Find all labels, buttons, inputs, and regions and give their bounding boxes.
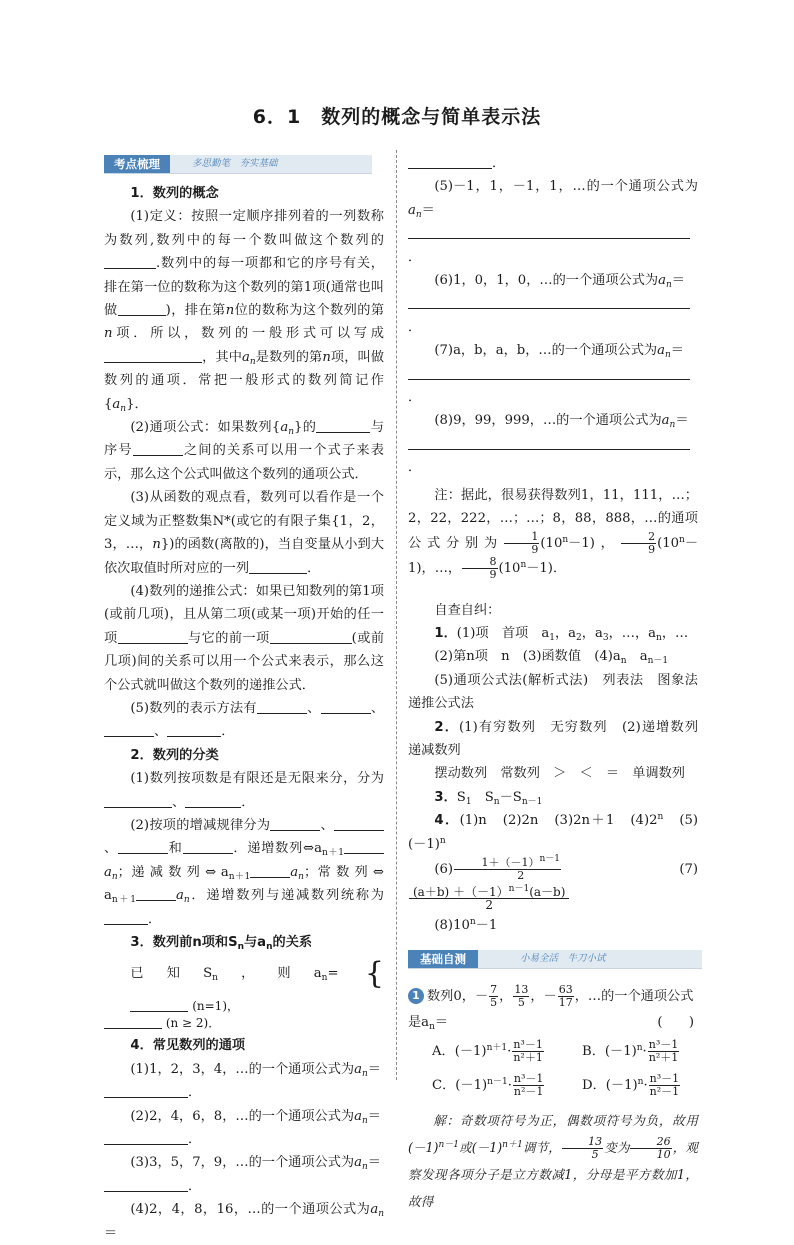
paragraph-sn-an: 已知$S_n$，则$a_n=$ { (n=1)， (n ≥ 2)． (104, 954, 384, 1034)
brace: { (364, 955, 384, 991)
page-title: 6．1 数列的概念与简单表示法 (252, 106, 542, 128)
blank (104, 910, 148, 925)
blank (344, 839, 384, 854)
paragraph-general-term: (2)通项公式：如果数列$\{a_n\}$的 与序号 之间的关系可以用一个式子来表示，那么这个公式叫做这个数列的通项公式． (104, 420, 385, 482)
option-d[interactable]: D．$(-1)^n\cdot$ $\frac{\text{n³－1}}{\text{n²－1}}$ (582, 1071, 680, 1098)
answer-3: 3．$S_1$ $S_n-S_{n-1}$ (434, 789, 543, 807)
solution-paragraph: 解：奇数项符号为正，偶数项符号为负，故用$(-1)^{n-1}$或$(-1)^{n+1}$调节， $\frac{13}{5}$ 变为 $\frac{26}{10}$ ，观察发现各项分子是立方数减1，分母是平方数加1，故得 (408, 1112, 699, 1209)
piecewise-cases: (n=1)， (n ≥ 2)． (104, 997, 239, 1031)
left-column (104, 150, 384, 1245)
common-term-item-5: (5)－1，1，－1，1，…的一个通项公式为$a_n=$ ． (408, 179, 698, 265)
blank (104, 1014, 162, 1029)
options-row-1 (408, 1035, 698, 1069)
paragraph-definition: (1)定义：按照一定顺序排列着的一列数称为数列,数列中的每一个数叫做这个数列的.数列中的每一项都和它的序号有关，排在第一位的数称为这个数列的第1项(通常也叫做 )，排在第n位的数称为这个数列的第n项．所以，数列的一般形式可以写成，其中$a_n$是数列的第n项，叫做数列的通项．常把一般形式的数列简记作$\{a_n\}$． (104, 209, 385, 414)
section-3-title: 3．数列前n项和$S_n$与$a_n$的关系 (130, 935, 313, 952)
blank (104, 1083, 188, 1098)
answer-2: 2．(1)有穷数列 无穷数列 (2)递增数列 递减数列 (408, 719, 712, 758)
blank (130, 997, 188, 1012)
blank (408, 435, 690, 450)
blank (104, 348, 202, 363)
blank (408, 224, 690, 239)
answer-4: 4．(1)n (2)2n (3)2n＋1 (4)2$^n$ $(5)(-1)^n$ (408, 812, 699, 852)
blank (408, 365, 690, 380)
section-2-title: 2．数列的分类 (130, 747, 219, 763)
note-paragraph: 注：据此，很易获得数列1，11，111，…；2，22，222，…；…；8，88，888，…的通项公式分别为 $\frac{1}{9}$ $(10^n-1)$， $\frac{2}{9}$ $(10^n-1)$，…， $\frac{8}{9}$ $(10^n-1)$． (408, 487, 698, 581)
paragraph-function-view: (3)从函数的观点看，数列可以看作是一个定义域为正整数集N*(或它的有限子集{1，2，3，…，n})的函数(离散的)，当自变量从小到大依次取值时所对应的一列 ． (104, 490, 385, 576)
common-term-item-4: (4)2，4，8，16，…的一个通项公式为$a_n=$ (104, 1202, 384, 1241)
answer-1-line2: (2)第n项 n (3)函数值 $(4)a_n$ $a_{n-1}$ (434, 649, 669, 667)
blank (104, 793, 172, 808)
section-1-title: 1．数列的概念 (130, 186, 219, 201)
blank (270, 816, 320, 831)
banner-slogan: 多思勤笔 夯实基础 (192, 158, 278, 169)
blank (104, 722, 154, 737)
self-check-title: 自查自纠： (434, 602, 501, 618)
section-banner-kaodian (104, 152, 384, 174)
blank (167, 722, 221, 737)
blank (185, 793, 241, 808)
blank (118, 629, 188, 644)
section-4-title: 4．常见数列的通项 (130, 1038, 246, 1054)
question-number-icon: 1 (408, 988, 424, 1004)
blank (334, 816, 384, 831)
right-column: ． (5)－1，1，－1，1，…的一个通项公式为$a_n=$ ． (6)1，0，1，0，…的一个通项公式为$a_n=$ ． (7)a，b，a，b，…的一个通项公式为$a_n=$ ． (8)9，99，999，…的一个通项公式为$a_n=$ ． 注：据此，很易获得数列1，11，111，…；2，22，222，…；…；8，88，888，…的通项公式分别为 $\frac{1}{9}$ $(10^n-1)$， $\frac{2}{9}$ $(10^n-1)$，…， $\frac{8}{9}$ $(10^n-1)$． 自查自纠： 1．(1)项 首项 $a_1$，$a_2$，$a_3$，…，$a_n$，… (2)第n项 n (3)函数值 $(4)a_n$ $a_{n-1}$ (5)通项公式法(解析式法) 列表法 图象法 递推公式法 2．(1)有穷数列 无穷数列 (2)递增数列 递减数列 摆动数列 常数列 ＞ ＜ ＝ 单调数列 3．$S_1$ $S_n-S_{n-1}$ 4．(1)n (2)2n (3)2n＋1 (4)2$^n$ $(5)(-1)^n$ (6) $\frac{1+(-1)^{n-1}}{2}$ (7) $\frac{(a+b) +(-1)^{n-1}(a-b)}{2}$ $(8)10^n-1$ 基础自测 小易全活 牛刀小试 1 数列0，－ $\frac{7}{5}$ ， $\frac{13}{5}$ ，－ $\frac{63}{17}$ ，…的一个通项公式 是$a_n=$ ( ) A．$(-1)^{n+1}\cdot$ $\frac{\text{n³－1}}{\text{n²＋1}}$ B．$(-1)^n\cdot$ $\frac{\text{n³－1}}{\text{n²＋1}}$ C．$(-1)^{n-1}\cdot$ $\frac{\text{n³－1}}{\text{n²－1}}$ D．$(-1)^n\cdot$ $\frac{\text{n³－1}}{\text{n²－1}}$ 解：奇数项符号为正，偶数项符号为负，故用$(-1)^{n-1}$或$(-1)^{n+1}$调节， $\frac{13}{5}$ 变为 $\frac{26}{10}$ ，观察发现各项分子是立方数减1，分母是平方数加1，故得 (408, 150, 698, 1215)
common-term-item-3: (3)3，5，7，9，…的一个通项公式为$a_n=$ ． (104, 1151, 384, 1198)
common-term-item-8: (8)9，99，999，…的一个通项公式为$a_n=$ ． (408, 413, 689, 476)
answer-4-7-fraction: $\frac{(a+b) +(-1)^{n-1}(a-b)}{2}$ (408, 884, 698, 914)
answer-4-6-7: (6) $\frac{1+(-1)^{n-1}}{2}$ (7) (434, 853, 698, 882)
blank (104, 1130, 188, 1145)
blank (183, 839, 233, 854)
option-b[interactable]: B．$(-1)^n\cdot$ $\frac{\text{n³－1}}{\text{n²＋1}}$ (582, 1037, 679, 1064)
answer-1-line3: (5)通项公式法(解析式法) 列表法 图象法 递推公式法 (408, 672, 712, 712)
section-banner-jichu (408, 947, 698, 969)
banner-tag: 基础自测 (408, 950, 478, 968)
blank (257, 699, 307, 714)
blank (133, 441, 183, 456)
common-term-item-2: (2)2，4，6，8，…的一个通项公式为$a_n=$ ． (104, 1105, 384, 1152)
answer-2-line2: 摆动数列 常数列 ＞ ＜ ＝ 单调数列 (434, 766, 685, 782)
paragraph-classification-2: (2)按项的增减规律分为 、、 和 ．递增数列$\Leftrightarrow a_{n+1}a_n$；递 减 数 列 ⇔ $a_{n+1}$ $a_n$；常 数 列 ⇔ $a_{n+1}$ $a_n$．递增数列与递减数列统称为． (104, 817, 384, 927)
blank (118, 839, 168, 854)
column-divider (396, 150, 397, 1080)
blank (104, 1177, 188, 1192)
blank (249, 559, 307, 574)
blank (118, 301, 166, 316)
blank (136, 886, 176, 901)
paragraph-recursive: (4)数列的递推公式：如果已知数列的第1项(或前几项)，且从第二项(或某一项)开始的任一项 与它的前一项 (或前几项)间的关系可以用一个公式来表示，那么这个公式就叫做这个数列的递推公式． (104, 583, 385, 693)
question-1: 1 数列0，－ $\frac{7}{5}$ ， $\frac{13}{5}$ ，－ $\frac{63}{17}$ ，…的一个通项公式 (408, 983, 698, 1011)
answer-4-8: $(8)10^n-1$ (434, 916, 498, 933)
question-1-line2: 是$a_n=$ ( ) (408, 1011, 698, 1034)
common-term-item-7: (7)a，b，a，b，…的一个通项公式为$a_n=$ ． (408, 339, 698, 409)
blank (316, 418, 370, 433)
blank (321, 699, 371, 714)
answer-1: 1．(1)项 首项 $a_1$，$a_2$，$a_3$，…，$a_n$，… (434, 625, 689, 643)
blank (104, 254, 156, 269)
blank (408, 294, 690, 309)
paragraph-representations: (5)数列的表示方法有 、 、、 ． (104, 697, 384, 744)
common-term-item-1: (1)1，2，3，4，…的一个通项公式为$a_n=$ ． (104, 1058, 384, 1105)
blank (408, 154, 492, 169)
options-row-2 (408, 1069, 698, 1103)
common-term-item-6: (6)1，0，1，0，…的一个通项公式为$a_n=$ ． (408, 269, 698, 339)
blank (250, 863, 290, 878)
banner-tag: 考点梳理 (104, 155, 170, 173)
banner-slogan: 小易全活 牛刀小试 (520, 953, 606, 965)
paragraph-classification-1: (1)数列按项数是有限还是无限来分，分为、 ． (104, 767, 384, 814)
blank (270, 629, 352, 644)
option-c[interactable]: C．$(-1)^{n-1}\cdot$ $\frac{\text{n³－1}}{\text{n²－1}}$ (432, 1071, 544, 1098)
answer-bracket: ( ) (657, 1015, 694, 1031)
option-a[interactable]: A．$(-1)^{n+1}\cdot$ $\frac{\text{n³－1}}{\text{n²＋1}}$ (432, 1037, 543, 1064)
